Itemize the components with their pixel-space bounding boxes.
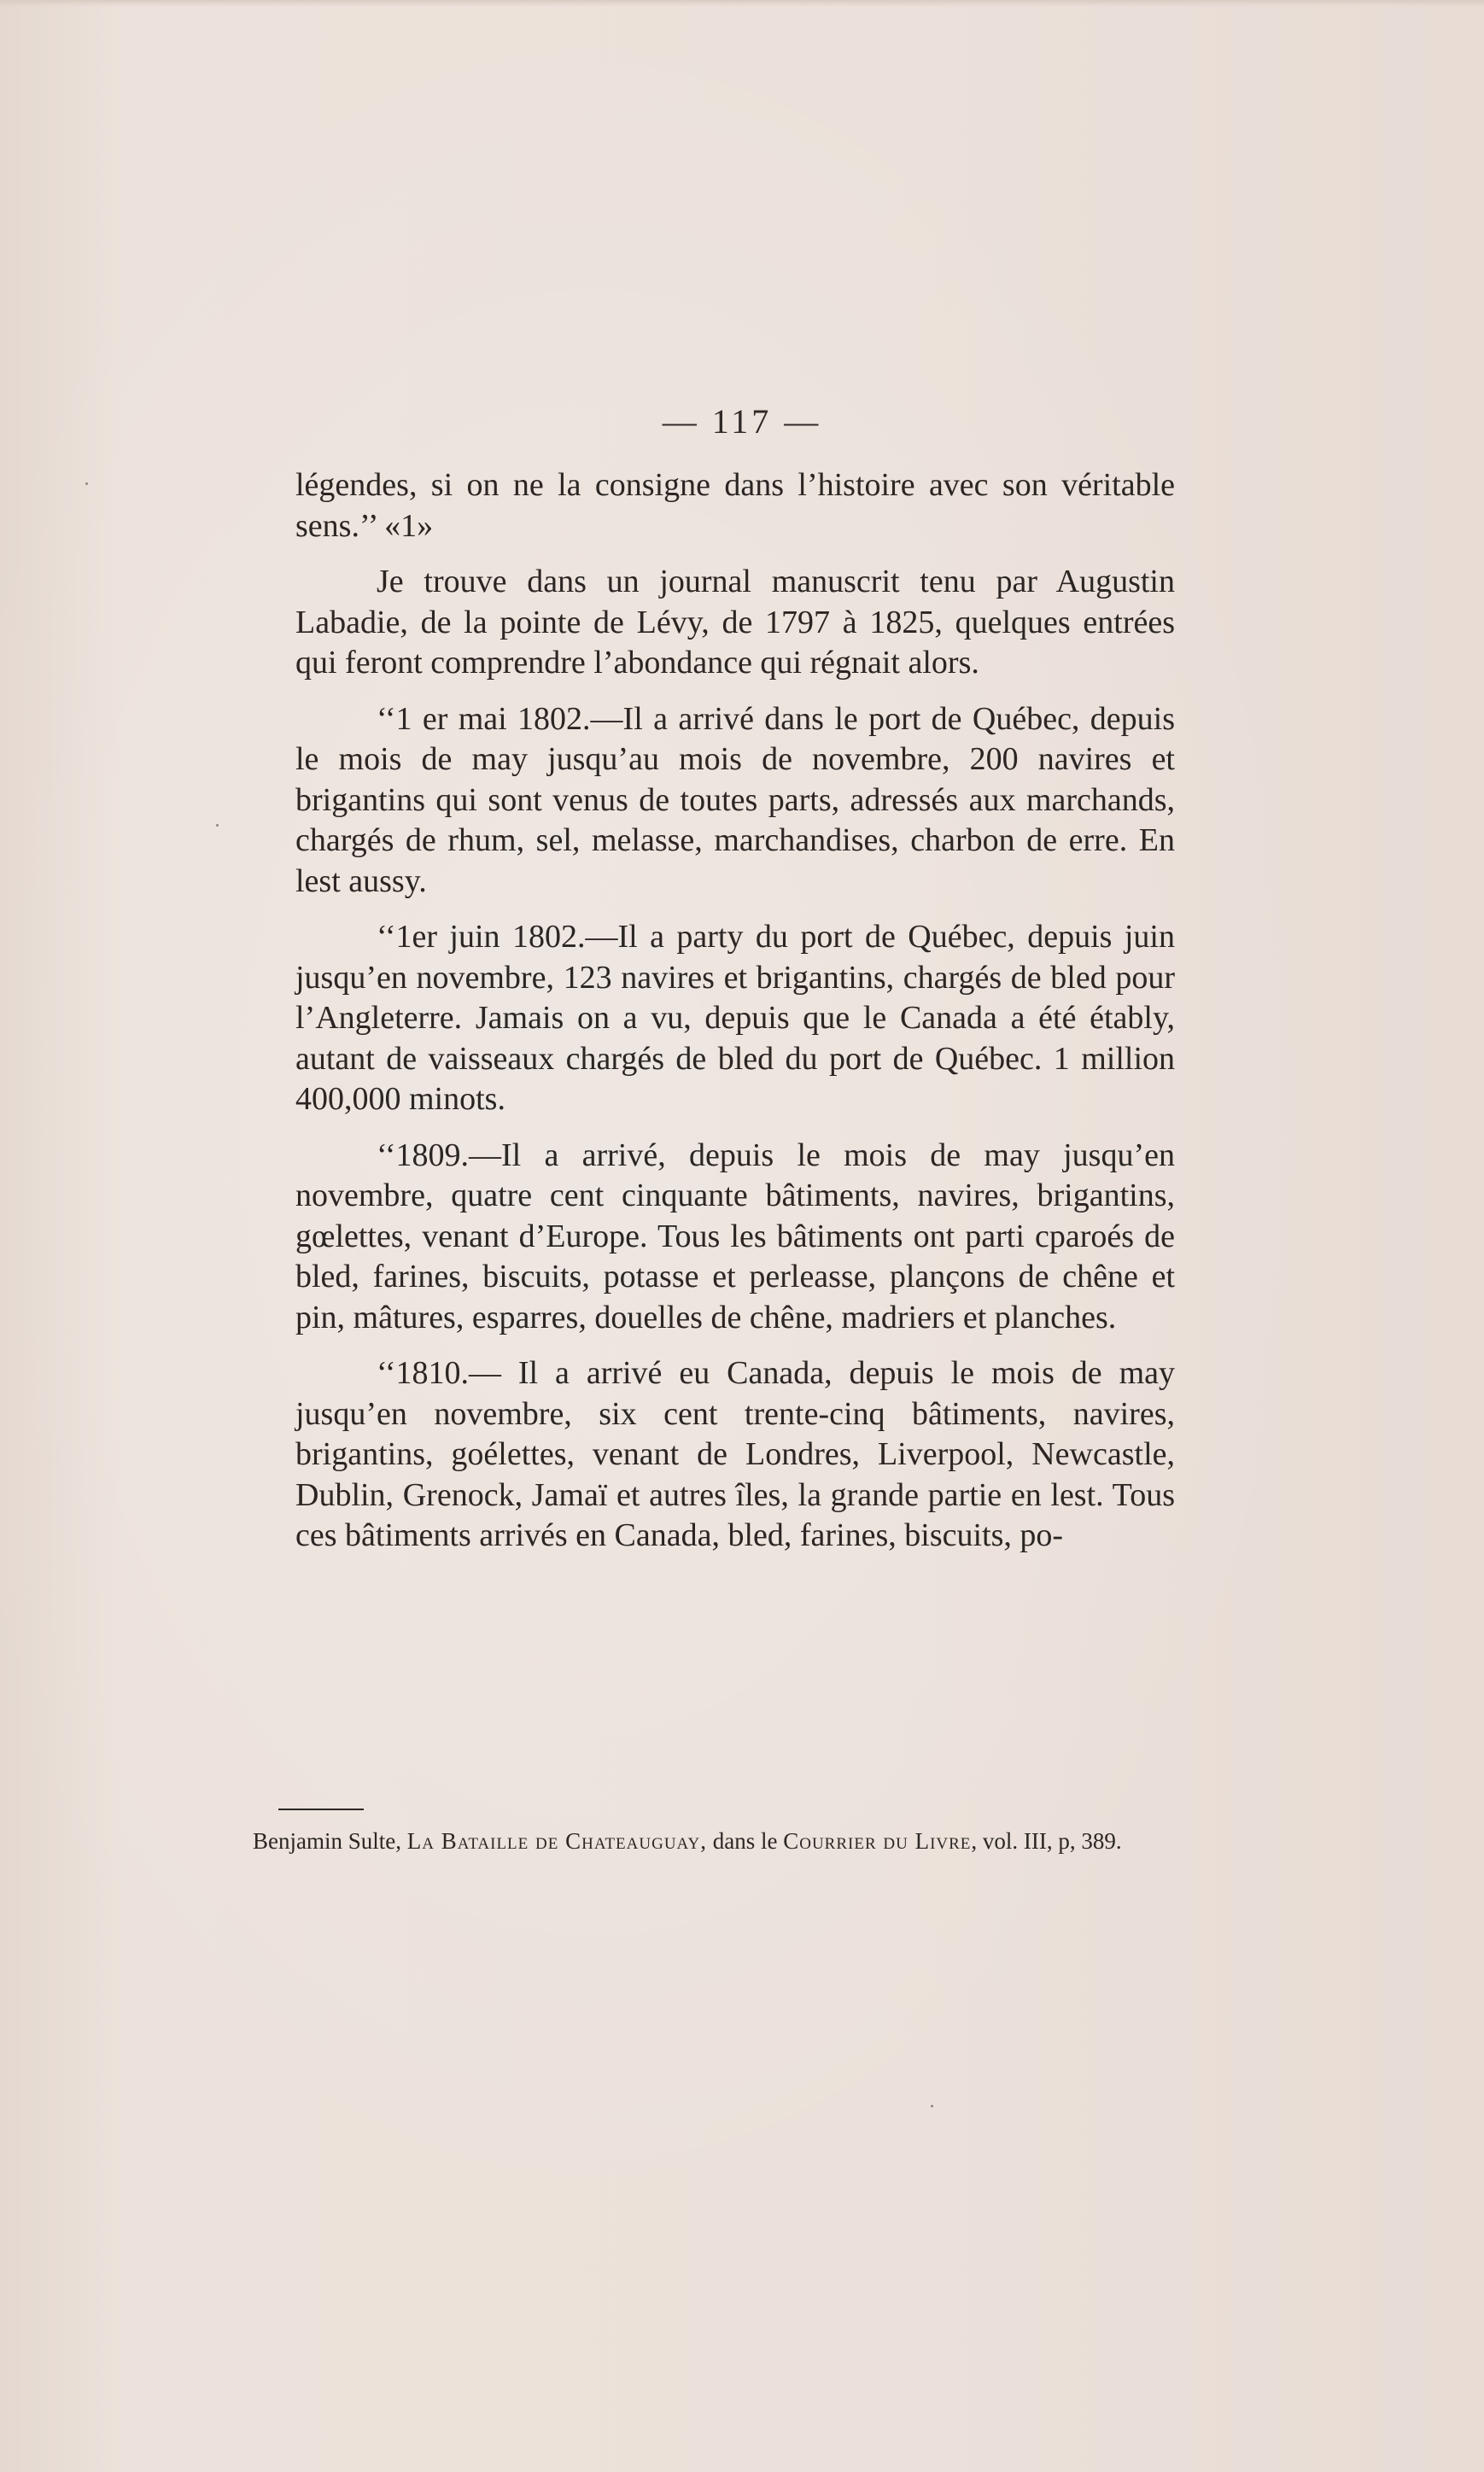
footnote-journal: Courrier du Livre bbox=[783, 1828, 972, 1854]
footnote-author: Benjamin Sulte, bbox=[253, 1828, 407, 1854]
paper-speck bbox=[931, 2105, 933, 2107]
footnote bbox=[253, 1826, 1141, 1857]
page-top-edge bbox=[0, 0, 1484, 7]
paragraph-journal-intro: Je trouve dans un journal manuscrit tenu par Augustin Labadie, de la pointe de Lévy, de 1797 à 1825, quelques entrées qui feront comprendre l’abondance qui régnait alors. bbox=[295, 564, 1175, 681]
body-text bbox=[295, 465, 1175, 1557]
paper-speck bbox=[216, 824, 219, 827]
paragraph-entry-june-1802: ‘‘1er juin 1802.—Il a party du port de Québec, depuis juin jusqu’en novembre, 123 navires et brigantins, chargés de bled pour l’Angleterre. Jamais on a vu, depuis que le Canada a été étably, autant de vaisseaux chargés de bled du port de Québec. 1 million 400,000 minots. bbox=[295, 919, 1175, 1117]
footnote-rule bbox=[278, 1809, 364, 1810]
paragraph-continuation: légendes, si on ne la consigne dans l’histoire avec son véritable sens.’’ «1» bbox=[295, 467, 1175, 544]
footnote-middle: dans le bbox=[707, 1828, 784, 1854]
paragraph-entry-may-1802: ‘‘1 er mai 1802.—Il a arrivé dans le port de Québec, depuis le mois de may jusqu’au mois de novembre, 200 navires et brigantins qui sont venus de toutes parts, adressés aux marchands, chargés de rhum, sel, melasse, marchandises, charbon de erre. En lest aussy. bbox=[295, 700, 1175, 899]
paragraph-entry-1809: ‘‘1809.—Il a arrivé, depuis le mois de may jusqu’en novembre, quatre cent cinquante bâtiments, navires, brigantins, gœlettes, venant d’Europe. Tous les bâtiments ont parti cparoés de bled, farines, biscuits, potasse et perleasse, plançons de chêne et pin, mâtures, esparres, douelles de chêne, madriers et planches. bbox=[295, 1137, 1175, 1335]
footnote-title: La Bataille de Chateauguay, bbox=[406, 1828, 707, 1854]
paper-speck bbox=[85, 482, 88, 485]
footnote-end: , vol. III, p, 389. bbox=[971, 1828, 1122, 1854]
paragraph-entry-1810: ‘‘1810.— Il a arrivé eu Canada, depuis le mois de may jusqu’en novembre, six cent trente-cinq bâtiments, navires, brigantins, goélettes, venant de Londres, Liverpool, Newcastle, Dublin, Grenock, Jamaï et autres îles, la grande partie en lest. Tous ces bâtiments arrivés en Canada, bled, farines, biscuits, po- bbox=[295, 1355, 1175, 1553]
page-number: — 117 — bbox=[662, 402, 822, 441]
